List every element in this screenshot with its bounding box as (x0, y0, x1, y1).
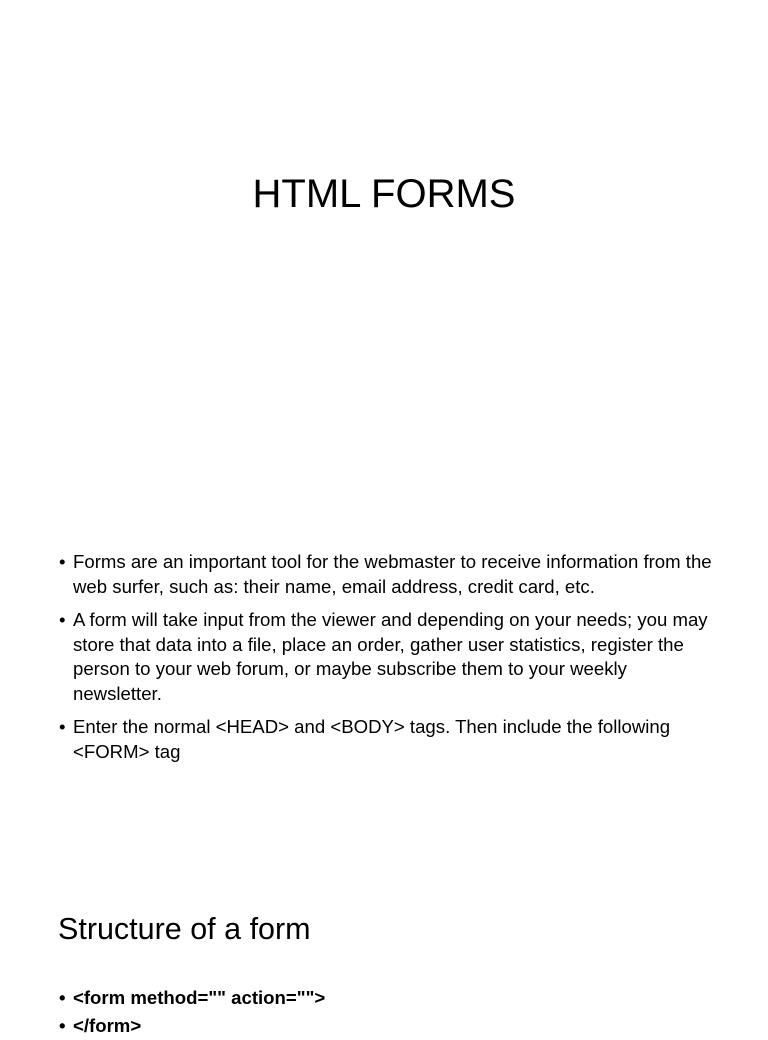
bullet-text: Enter the normal <HEAD> and <BODY> tags. Then include the following <FORM> tag (73, 716, 671, 762)
slide-title: HTML FORMS (252, 172, 516, 216)
bullet-item-form-input (58, 608, 718, 706)
bullet-icon: • (59, 987, 66, 1008)
bullet-icon: • (59, 609, 66, 630)
code-list (58, 984, 718, 1040)
code-line-form-close (58, 1012, 718, 1040)
bullet-text: Forms are an important tool for the webmaster to receive information from the web surfer, such as: their name, email address, credit card, etc. (73, 551, 712, 597)
bullet-list (58, 550, 718, 773)
code-line-form-open (58, 984, 718, 1012)
code-text: </form> (73, 1015, 142, 1036)
bullet-text: A form will take input from the viewer and depending on your needs; you may store that data into a file, place an order, gather user statistics, register the person to your web forum, or maybe subscribe them to your weekly newsletter. (73, 609, 708, 704)
bullet-icon: • (59, 1015, 66, 1036)
bullet-item-forms-tool (58, 550, 718, 599)
bullet-item-form-tag (58, 715, 718, 764)
section-heading: Structure of a form (58, 912, 311, 946)
bullet-icon: • (59, 551, 66, 572)
bullet-icon: • (59, 716, 66, 737)
code-text: <form method="" action=""> (73, 987, 326, 1008)
